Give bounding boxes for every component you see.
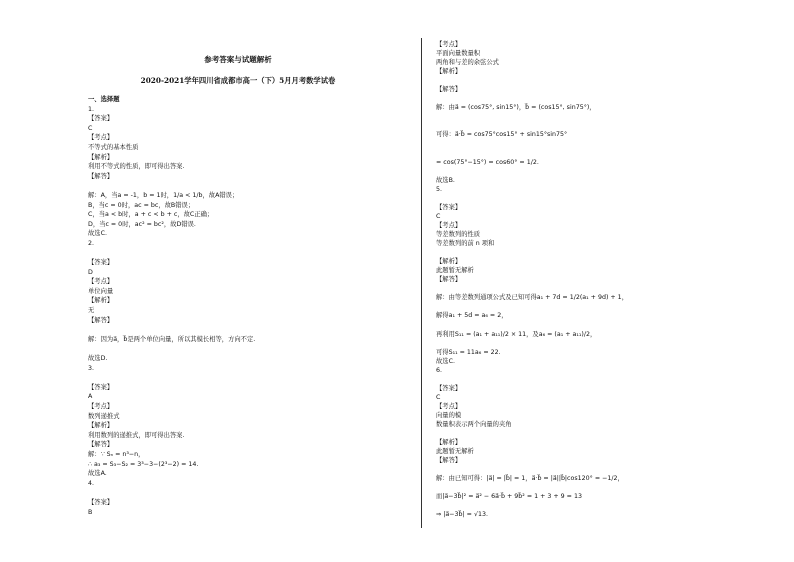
column-divider [421,38,422,528]
text-line: C [88,124,93,132]
text-line: 解：因为a⃗，b⃗是两个单位向量，所以其模长相等，方向不定. [88,335,256,343]
text-line: 故选D. [88,355,108,363]
text-line [436,302,736,311]
text-line: D [88,268,93,276]
text-line [436,248,736,257]
text-line: 【答案】 [88,383,114,391]
text-line: 【解析】 [88,153,114,161]
text-line: 【解析】 [436,258,462,266]
text-line: 【考点】 [436,41,462,48]
text-line: 故选C. [436,357,455,365]
left-body [88,95,388,517]
text-line: 【解答】 [88,316,114,324]
text-line: 此题暂无解析 [436,448,474,456]
text-line: 【答案】 [436,384,462,392]
text-line: ∴ a₃ = S₃−S₂ = 3³−3−(2³−2) = 14. [88,460,199,468]
text-line: 解：由a⃗ = (cos75°, sin15°)，b⃗ = (cos15°, sin75°)， [436,104,596,112]
text-line: 利用数列的递推式，即可得出答案. [88,431,185,439]
text-line: 5. [436,185,443,193]
text-line [88,488,388,498]
text-line: 【解答】 [436,457,462,465]
text-line: 故选A. [88,470,107,478]
text-line: B [88,508,93,516]
text-line: 【解析】 [436,68,462,76]
text-line: A [88,393,93,401]
text-line: 两角和与差的余弦公式 [436,59,499,67]
text-line [436,121,736,130]
text-line: 数量积表示两个向量的夹角 [436,420,512,428]
text-line: ⇒ |a⃗−3b⃗| = √13. [436,511,488,519]
text-line: 数列递推式 [88,412,120,420]
text-line: 【解析】 [88,297,114,305]
text-line: 解：A，当a = -1，b = 1时，1/a < 1/b，故A错误； [88,191,239,199]
text-line [88,325,388,335]
text-line: 【考点】 [88,403,114,410]
text-line: 一、选择题 [88,96,120,103]
text-line [88,373,388,383]
text-line: C [436,393,441,401]
text-line: 向量的模 [436,411,462,419]
text-line [436,140,736,149]
text-line: 6. [436,366,443,374]
text-line: C，当a < b时，a + c < b + c，故C正确； [88,211,214,219]
text-line: 解得a₁ + 5d = a₆ = 2， [436,312,508,320]
text-line: 4. [88,479,95,487]
text-line [436,501,736,510]
exam-title: 2020-2021学年四川省成都市高一（下）5月月考数学试卷 [140,76,336,85]
text-line: C [436,212,441,220]
text-line [436,429,736,438]
text-line: 可得：a⃗·b⃗ = cos75°cos15° + sin15°sin75° [436,131,568,139]
text-line: 解：∵ Sₙ = n³−n， [88,450,145,458]
text-line: 【答案】 [88,259,114,267]
text-line [436,320,736,329]
text-line: 平面向量数量积 [436,50,481,58]
text-line: B，当c = 0时，ac = bc，故B错误； [88,201,195,209]
text-line [436,194,736,203]
text-line: 【考点】 [436,402,462,410]
right-body [436,40,736,519]
text-line: 可得S₁₁ = 11a₆ = 22. [436,348,501,356]
text-line: 解：由等差数列通项公式及已知可得a₁ + 7d = 1/2(a₁ + 9d) + 1， [436,294,628,302]
text-line: 利用不等式的性质，即可得出答案. [88,163,185,171]
text-line: 等差数列的前 n 项和 [436,240,495,248]
text-line: 等差数列的性质 [436,230,481,238]
text-line [88,344,388,354]
text-line: 而|a⃗−3b⃗|² = a⃗² − 6a⃗·b⃗ + 9b⃗² = 1 + 3 + 9 = 13 [436,493,582,501]
text-line: 【解答】 [436,276,462,284]
text-line: 【考点】 [88,278,114,286]
text-line [88,249,388,259]
text-line: 故选C. [88,230,107,238]
text-line [436,483,736,492]
text-line: 【解答】 [88,172,114,180]
page-title: 参考答案与试题解析 [204,55,272,64]
text-line: D，当c = 0时，ac² = bc²，故D错误. [88,220,196,228]
text-line [436,339,736,348]
text-line: 【解析】 [436,439,462,447]
text-line: 不等式的基本性质 [88,143,139,151]
text-line: 【解答】 [436,86,462,94]
text-line [436,149,736,158]
text-line: 3. [88,364,95,372]
text-line: 1. [88,105,95,113]
text-line [436,167,736,176]
text-line [88,181,388,191]
text-line [436,94,736,103]
text-line: 【考点】 [88,134,114,142]
text-line: 【答案】 [88,115,114,123]
text-line: 【答案】 [436,203,462,211]
text-line: = cos(75°−15°) = cos60° = 1/2. [436,158,539,166]
text-line: 【考点】 [436,221,462,229]
text-line: 单位向量 [88,287,114,295]
text-line: 【答案】 [88,498,114,506]
text-line [436,375,736,384]
text-line [436,112,736,121]
text-line [436,284,736,293]
text-line: 此题暂无解析 [436,267,474,275]
text-line [436,465,736,474]
text-line: 解：由已知可得：|a⃗| = |b⃗| = 1，a⃗·b⃗ = |a⃗||b⃗|cos120° = −1/2， [436,475,624,483]
text-line: 2. [88,239,95,247]
text-line: 无 [88,307,95,315]
text-line: 【解答】 [88,441,114,449]
text-line: 【解析】 [88,422,114,430]
text-line: 再利用S₁₁ = (a₁ + a₁₁)/2 × 11，及a₆ = (a₁ + a₁₁)/2， [436,330,597,338]
text-line: 故选B. [436,176,455,184]
text-line [436,76,736,85]
